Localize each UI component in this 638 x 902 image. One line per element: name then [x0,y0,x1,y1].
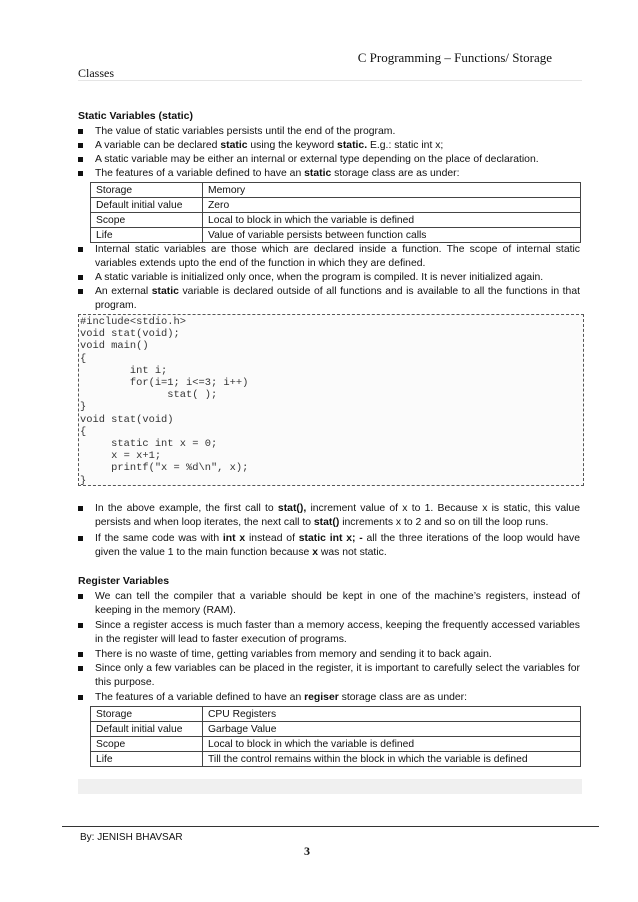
static-section-heading: Static Variables (static) [78,110,193,122]
register-features-table [90,706,581,767]
bullet-text: Since a register access is much faster than a memory access, keeping the frequently accessed variables in the register will lead to faster execution of programs. [95,620,580,645]
table-row [91,228,581,243]
code-block [78,314,584,486]
table-row [91,752,581,767]
table-cell-property: Life [91,228,203,243]
header-divider [78,80,582,81]
bullet-text: A static variable is initialized only once, when the program is compiled. It is never initialized again. [95,272,544,283]
bullet-text: A static variable may be either an internal or external type depending on the place of declaration. [95,154,539,165]
table-cell-property: Default initial value [91,198,203,213]
bullet-text: If the same code was with int x instead of static int x; - all the three iterations of the loop would have given the value 1 to the main function because x was not static. [95,533,580,558]
bullet-marker-icon [78,594,83,599]
bullet-marker-icon [78,652,83,657]
table-cell-value: Local to block in which the variable is defined [203,737,581,752]
table-cell-value: Value of variable persists between function calls [203,228,581,243]
bullet-item [78,153,580,167]
table-row [91,707,581,722]
table-row [91,722,581,737]
table-row [91,737,581,752]
code-listing: #include<stdio.h> void stat(void); void main() { int i; for(i=1; i<=3; i++) stat( ); } void stat(void) { static int x = 0; x = x+1; printf("x = %d\n", x); } [80,316,249,487]
bullet-item [78,271,580,285]
bullet-item [78,502,580,530]
bullet-item [78,125,580,139]
bullet-item [78,285,580,313]
table-cell-value: Garbage Value [203,722,581,737]
bullet-marker-icon [78,129,83,134]
bullet-marker-icon [78,289,83,294]
table-cell-property: Life [91,752,203,767]
bullet-marker-icon [78,275,83,280]
table-cell-property: Storage [91,707,203,722]
table-cell-value: Till the control remains within the block in which the variable is defined [203,752,581,767]
document-title: C Programming – Functions/ Storage [357,50,552,65]
table-cell-property: Scope [91,737,203,752]
table-row [91,213,581,228]
bullet-marker-icon [78,695,83,700]
bullet-item [78,691,580,705]
bullet-text: Internal static variables are those which are declared inside a function. The scope of internal static variables extends upto the end of the function in which they are defined. [95,244,580,269]
table-cell-value: Local to block in which the variable is defined [203,213,581,228]
bullet-text: An external static variable is declared outside of all functions and is available to all the functions in that program. [95,286,580,311]
bullet-item [78,532,580,560]
bullet-text: The features of a variable defined to have an static storage class are as under: [95,168,460,179]
static-features-table [90,182,581,243]
bullet-text: The value of static variables persists until the end of the program. [95,126,396,137]
document-subtitle: Classes [78,66,114,80]
bullet-marker-icon [78,623,83,628]
footer-divider [62,826,599,827]
bullet-item [78,167,580,181]
bullet-item [78,648,580,662]
shaded-band [78,779,582,794]
table-cell-value: Zero [203,198,581,213]
table-cell-property: Scope [91,213,203,228]
bullet-item [78,590,580,618]
bullet-marker-icon [78,157,83,162]
bullet-text: We can tell the compiler that a variable should be kept in one of the machine’s registers, instead of keeping in the memory (RAM). [95,591,580,616]
table-row [91,198,581,213]
bullet-marker-icon [78,666,83,671]
bullet-text: The features of a variable defined to have an regiser storage class are as under: [95,692,468,703]
register-section-heading: Register Variables [78,575,170,587]
page-number: 3 [304,844,310,858]
bullet-item [78,139,580,153]
bullet-marker-icon [78,247,83,252]
bullet-item [78,662,580,690]
bullet-item [78,619,580,647]
bullet-text: A variable can be declared static using the keyword static. E.g.: static int x; [95,140,444,151]
footer-author: By: JENISH BHAVSAR [80,832,183,843]
bullet-marker-icon [78,536,83,541]
table-cell-value: CPU Registers [203,707,581,722]
bullet-marker-icon [78,506,83,511]
bullet-marker-icon [78,171,83,176]
bullet-item [78,243,580,271]
table-cell-property: Storage [91,183,203,198]
bullet-marker-icon [78,143,83,148]
bullet-text: In the above example, the first call to stat(), increment value of x to 1. Because x is static, this value persists and when loop iterates, the next call to stat() increments x to 2 and so on till the loop runs. [95,503,580,528]
table-cell-property: Default initial value [91,722,203,737]
table-row [91,183,581,198]
bullet-text: There is no waste of time, getting variables from memory and sending it to back again. [95,649,492,660]
bullet-text: Since only a few variables can be placed in the register, it is important to carefully select the variables for this purpose. [95,663,580,688]
table-cell-value: Memory [203,183,581,198]
